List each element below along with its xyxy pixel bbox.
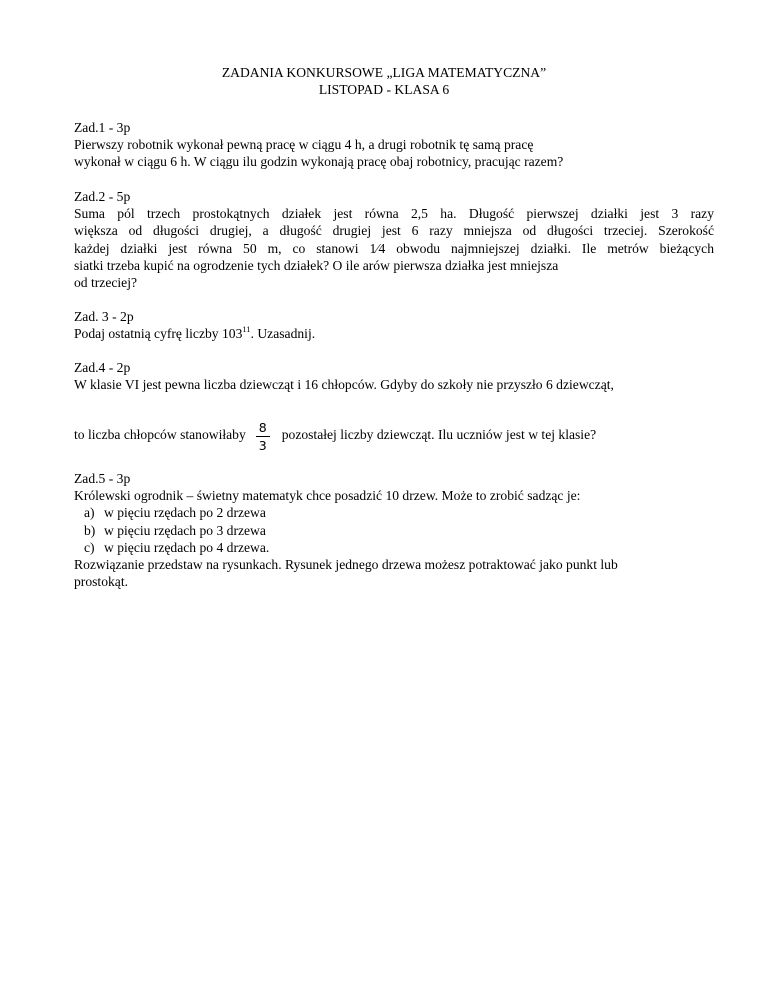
task-2 [74, 188, 714, 291]
task-3-heading: Zad. 3 - 2p [74, 309, 134, 324]
task-3 [74, 308, 714, 342]
list-item [74, 504, 714, 521]
task-2-line: od trzeciej? [74, 275, 138, 291]
task-5 [74, 470, 714, 590]
task-5-outro: Rozwiązanie przedstaw na rysunkach. Rysunek jednego drzewa możesz potraktować jako punkt lub [74, 557, 618, 573]
list-item-text: w pięciu rzędach po 4 drzewa. [104, 539, 270, 555]
document-title: ZADANIA KONKURSOWE „LIGA MATEMATYCZNA” [221, 65, 547, 80]
task-3-text-before: Podaj ostatnią cyfrę liczby 103 [74, 326, 243, 342]
task-2-line: siatki trzeba kupić na ogrodzenie tych działek? O ile arów pierwsza działka jest mniejsza [74, 257, 559, 273]
task-1-line: Pierwszy robotnik wykonał pewną pracę w ciągu 4 h, a drugi robotnik tę samą pracę [74, 137, 534, 153]
fraction [256, 421, 270, 452]
fraction-numerator: 8 [256, 421, 270, 437]
list-item [74, 539, 714, 556]
task-4-fraction-line [74, 419, 596, 459]
task-1-line: wykonał w ciągu 6 h. W ciągu ilu godzin wykonają pracę obaj robotnicy, pracując razem? [74, 154, 564, 170]
task-4-text-after: pozostałej liczby dziewcząt. Ilu uczniów jest w tej klasie? [281, 426, 597, 442]
task-1-heading: Zad.1 - 3p [74, 120, 131, 135]
list-item-text: w pięciu rzędach po 2 drzewa [104, 505, 266, 521]
list-item-text: w pięciu rzędach po 3 drzewa [104, 522, 266, 538]
task-4 [74, 359, 714, 393]
task-4-text-before: to liczba chłopców stanowiłaby [74, 426, 246, 442]
task-1 [74, 119, 714, 171]
list-marker: b) [84, 522, 96, 538]
list-item [74, 522, 714, 539]
task-3-exponent: 11 [242, 324, 251, 335]
fraction-denominator: 3 [258, 438, 267, 453]
task-5-options [74, 504, 714, 556]
task-4-line: W klasie VI jest pewna liczba dziewcząt i 16 chłopców. Gdyby do szkoły nie przyszło 6 dziewcząt, [74, 377, 614, 393]
task-3-text [74, 325, 714, 342]
list-marker: c) [84, 539, 95, 555]
task-4-heading: Zad.4 - 2p [74, 360, 131, 375]
task-5-outro: prostokąt. [74, 574, 128, 590]
task-3-text-after: . Uzasadnij. [250, 326, 316, 342]
list-marker: a) [84, 505, 95, 521]
task-2-line: każdej działki jest równa 50 m, co stanowi 1⁄4 obwodu najmniejszej działki. Ile metrów bieżących [74, 240, 714, 256]
task-5-heading: Zad.5 - 3p [74, 471, 131, 486]
task-2-heading: Zad.2 - 5p [74, 189, 131, 204]
task-2-line: większa od długości drugiej, a długość drugiej jest 6 razy mniejsza od długości trzeciej. Szerokość [74, 223, 714, 239]
task-5-intro: Królewski ogrodnik – świetny matematyk chce posadzić 10 drzew. Może to zrobić sadząc je: [74, 488, 581, 504]
task-2-line: Suma pól trzech prostokątnych działek jest równa 2,5 ha. Długość pierwszej działki jest 3 razy [74, 206, 714, 222]
document-subtitle: LISTOPAD - KLASA 6 [318, 82, 450, 97]
